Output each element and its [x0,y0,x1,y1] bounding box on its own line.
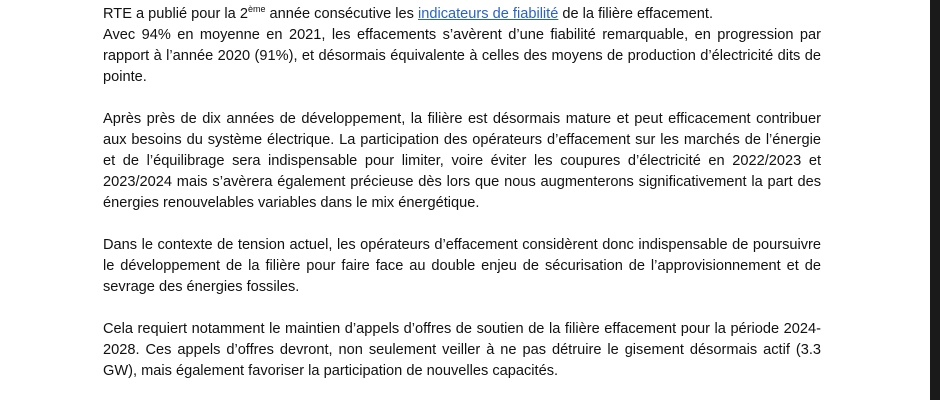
paragraph-intro [103,4,821,25]
intro-text-start: RTE a publié pour la 2 [103,6,248,22]
paragraph-maturity: Après près de dix années de développement, la filière est désormais mature et peut efficacement contribuer aux besoins du système électrique. La participation des opérateurs d’effacement sur les marchés de l’énergie et de l’équilibrage sera indispensable pour limiter, voire éviter les coupures d’électricité en 2022/2023 et 2023/2024 mais s’avèrera également précieuse dès lors que nous augmenterons significativement la part des énergies renouvelables variables dans le mix énergétique. [103,111,821,211]
intro-text-end: de la filière effacement. [558,6,714,22]
paragraph-tenders: Cela requiert notamment le maintien d’appels d’offres de soutien de la filière effacement pour la période 2024-2028. Ces appels d’offres devront, non seulement veiller à ne pas détruire le gisement désormais actif (3.3 GW), mais également favoriser la participation de nouvelles capacités. [103,321,821,379]
document-body [103,4,821,400]
intro-text-mid: année consécutive les [265,6,418,22]
fiabilite-indicators-link[interactable]: indicateurs de fiabilité [418,6,559,22]
paragraph-context: Dans le contexte de tension actuel, les opérateurs d’effacement considèrent donc indispensable de poursuivre le développement de la filière pour faire face au double enjeu de sécurisation de l’approvisionnement et de sevrage des énergies fossiles. [103,237,821,295]
superscript-ordinal: ème [247,4,266,14]
paragraph-reliability: Avec 94% en moyenne en 2021, les effacements s’avèrent d’une fiabilité remarquable, en progression par rapport à l’année 2020 (91%), et désormais équivalente à celles des moyens de production d’électricité dits de pointe. [103,27,821,85]
window-edge [930,0,940,400]
